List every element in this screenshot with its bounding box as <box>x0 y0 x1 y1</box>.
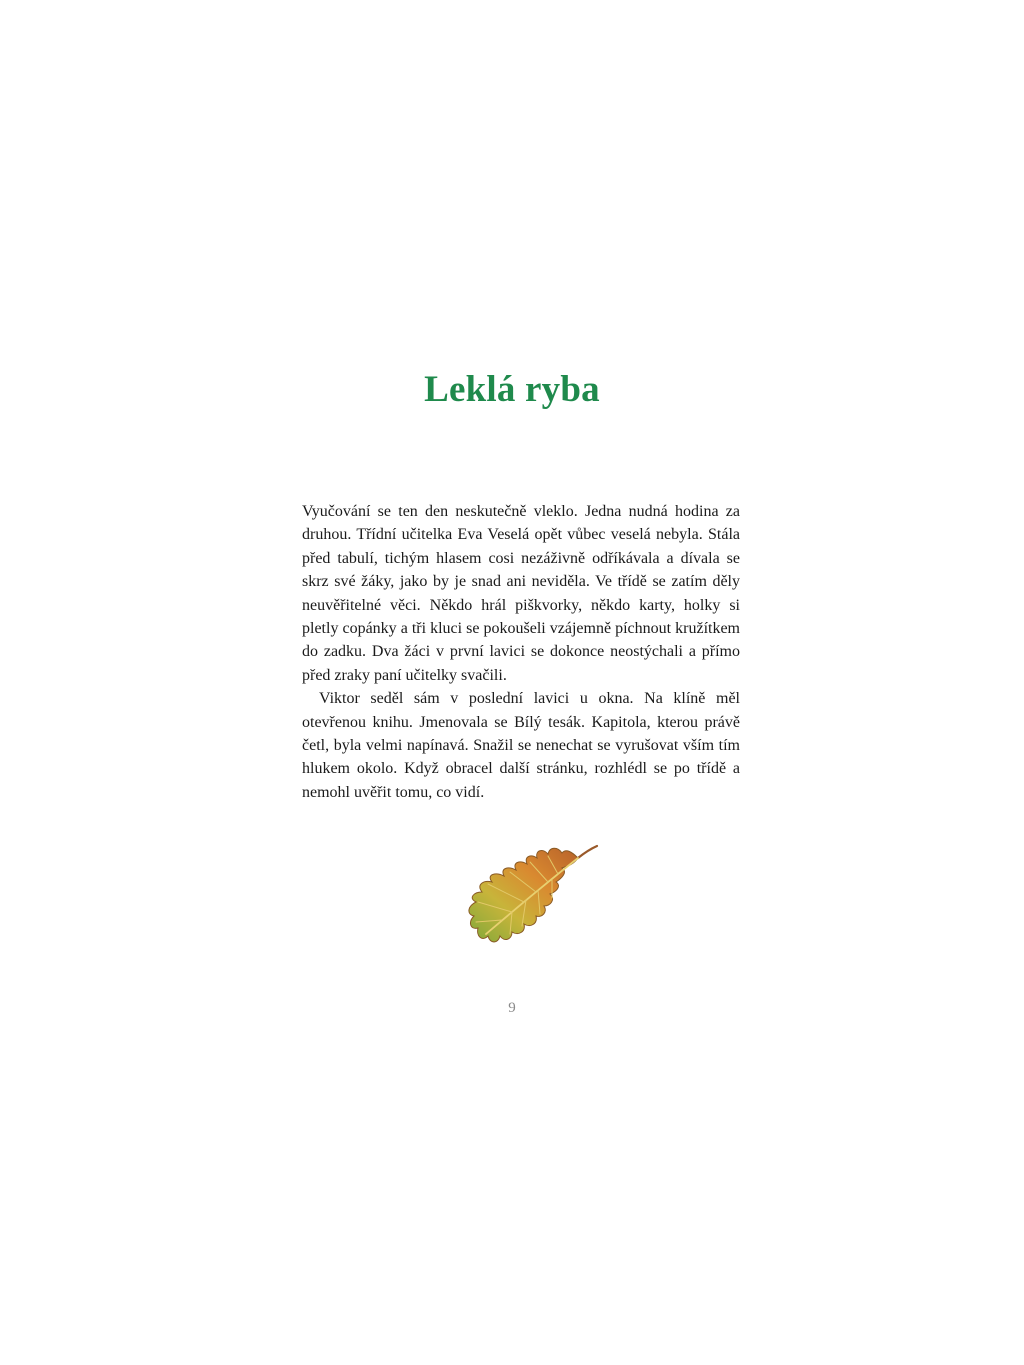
paragraph-2: Viktor seděl sám v poslední lavici u okna. Na klíně měl otevřenou knihu. Jmenovala se Bílý tesák. Kapitola, kterou právě četl, byla velmi napínavá. Snažil se nenechat se vyrušovat vším tím hlukem okolo. Když obracel další stránku, rozhlédl se po třídě a nemohl uvěřit tomu, co vidí. <box>302 690 740 801</box>
paragraph-1: Vyučování se ten den neskutečně vleklo. Jedna nudná hodina za druhou. Třídní učitelka Eva Veselá opět vůbec veselá nebyla. Stála před tabulí, tichým hlasem cosi nezáživně odříkávala a dívala se skrz své žáky, jako by je snad ani neviděla. Ve třídě se zatím děly neuvěřitelné věci. Někdo hrál piškvorky, někdo karty, holky si pletly copánky a tři kluci se pokoušeli vzájemně píchnout kružítkem do zadku. Dva žáci v první lavici se dokonce neostýchali a přímo před zraky paní učitelky svačili. <box>302 503 740 684</box>
chapter-title: Leklá ryba <box>424 369 600 410</box>
chapter-body <box>302 500 740 804</box>
oak-leaf-icon <box>440 838 605 948</box>
page-number: 9 <box>508 1000 516 1016</box>
